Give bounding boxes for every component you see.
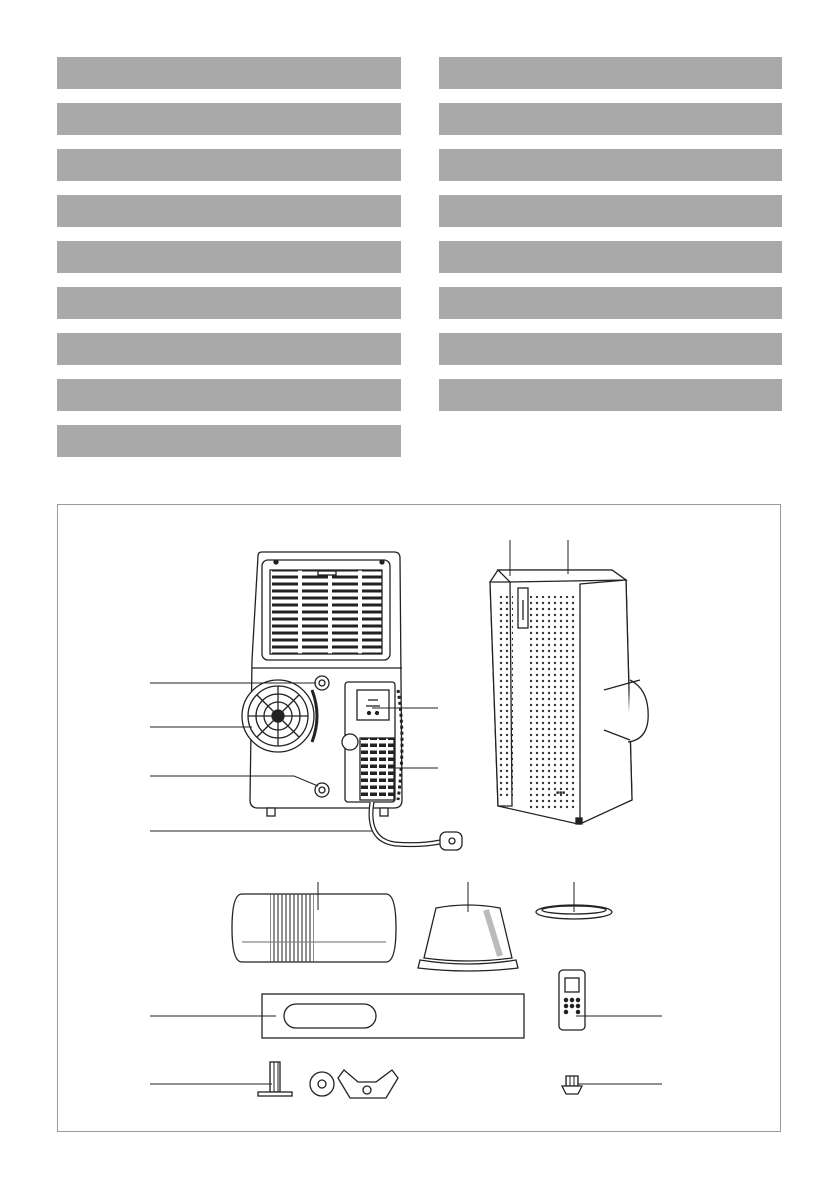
window-adapter	[418, 905, 518, 971]
washer	[310, 1072, 334, 1096]
exhaust-hose	[232, 894, 396, 962]
wing-nut	[338, 1070, 398, 1098]
screw	[562, 1076, 582, 1094]
unit-rear-view	[242, 552, 462, 850]
unit-front-view	[490, 570, 648, 824]
remote-control	[559, 970, 585, 1030]
fixing-bolt	[258, 1062, 292, 1096]
svg-text:■■■: ■■■	[556, 790, 566, 796]
window-slider-plate	[262, 994, 524, 1038]
